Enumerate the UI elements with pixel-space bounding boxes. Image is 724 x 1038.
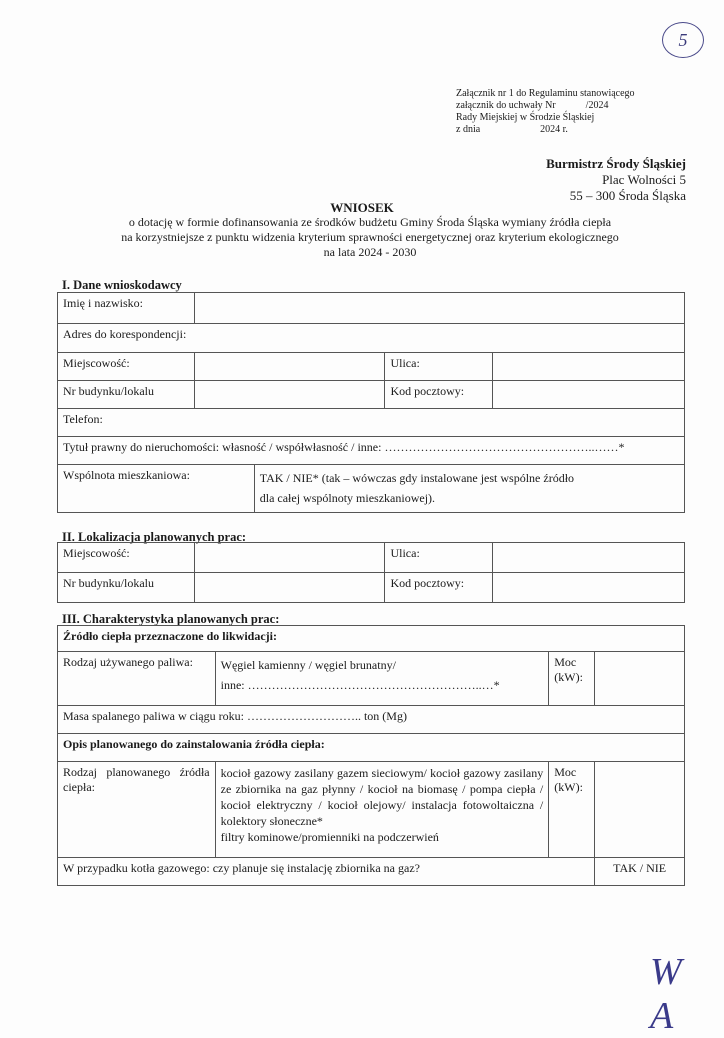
locality-field[interactable] <box>194 353 385 381</box>
addressee-city: 55 – 300 Środa Śląska <box>569 188 686 203</box>
works-location-table <box>57 542 685 603</box>
attachment-line-3: Rady Miejskiej w Środzie Śląskiej <box>456 112 595 123</box>
community-label: Wspólnota mieszkaniowa: <box>58 465 255 513</box>
subtitle-line-1: o dotację w formie dofinansowania ze środków budżetu Gminy Środa Śląska wymiany źródła ciepła <box>128 215 612 229</box>
section-3-heading: III. Charakterystyka planowanych prac: <box>62 612 280 626</box>
works-street-label: Ulica: <box>385 543 493 573</box>
section-2-heading: II. Lokalizacja planowanych prac: <box>62 530 247 544</box>
fuel-type-line-1: Węgiel kamienny / węgiel brunatny/ <box>220 658 396 672</box>
new-source-type-options: kocioł gazowy zasilany gazem sieciowym/ kocioł gazowy zasilany ze zbiornika na gaz płynny / kocioł na biomasę / pompa ciepła / kocioł elektryczny / kocioł olejowy/ instalacja fotowoltaiczna / kolektory słoneczne* <box>220 766 544 828</box>
new-power-field[interactable] <box>595 762 685 858</box>
works-street-field[interactable] <box>493 543 685 573</box>
phone-label: Telefon: <box>63 412 103 426</box>
works-postcode-field[interactable] <box>493 573 685 603</box>
postcode-field[interactable] <box>493 381 685 409</box>
subtitle-line-2: na korzystniejsze z punktu widzenia kryterium sprawności energetycznej oraz kryterium ekologicznego <box>121 230 619 244</box>
page-number-stamp <box>662 22 704 58</box>
works-postcode-label: Kod pocztowy: <box>385 573 493 603</box>
building-field[interactable] <box>194 381 385 409</box>
addressee <box>546 156 686 204</box>
works-locality-field[interactable] <box>194 543 385 573</box>
building-label: Nr budynku/lokalu <box>58 381 195 409</box>
section-1-heading: I. Dane wnioskodawcy <box>62 278 182 292</box>
addressee-name: Burmistrz Środy Śląskiej <box>546 156 686 171</box>
handwritten-initials <box>650 950 724 1038</box>
old-power-label-line-1: Moc <box>554 655 577 669</box>
new-source-type-field[interactable] <box>215 762 549 858</box>
community-choice-line-2: dla całej wspólnoty mieszkaniowej). <box>259 491 436 505</box>
document-title: WNIOSEK <box>330 200 394 215</box>
new-source-type-options-2: filtry kominowe/promienniki na podczerwień <box>220 830 439 844</box>
fuel-type-label: Rodzaj używanego paliwa: <box>58 652 216 706</box>
gas-tank-question: W przypadku kotła gazowego: czy planuje się instalację zbiornika na gaz? <box>58 858 595 886</box>
street-label: Ulica: <box>385 353 493 381</box>
old-power-field[interactable] <box>595 652 685 706</box>
postcode-label: Kod pocztowy: <box>385 381 493 409</box>
phone-field[interactable] <box>58 409 685 437</box>
works-building-field[interactable] <box>194 573 385 603</box>
street-field[interactable] <box>493 353 685 381</box>
old-source-heading: Źródło ciepła przeznaczone do likwidacji: <box>58 626 685 652</box>
old-power-label-line-2: (kW): <box>554 670 583 684</box>
correspondence-address-label: Adres do korespondencji: <box>63 327 187 341</box>
subtitle-line-3: na lata 2024 - 2030 <box>323 245 417 259</box>
applicant-data-table <box>57 292 685 513</box>
attachment-line-2: załącznik do uchwały Nr /2024 <box>456 100 609 111</box>
legal-title-label: Tytuł prawny do nieruchomości: własność / współwłasność / inne: ……………………………………………..……* <box>63 440 625 454</box>
correspondence-address-field[interactable] <box>58 324 685 353</box>
works-characteristics-table <box>57 625 685 886</box>
initials-text: W A <box>650 951 686 1037</box>
attachment-line-1: Załącznik nr 1 do Regulaminu stanowiącego <box>456 88 635 99</box>
applicant-name-label: Imię i nazwisko: <box>58 293 195 324</box>
addressee-street: Plac Wolności 5 <box>602 172 686 187</box>
gas-tank-answer[interactable]: TAK / NIE <box>595 858 685 886</box>
document-subtitle <box>60 215 680 260</box>
legal-title-field[interactable] <box>58 437 685 465</box>
fuel-type-line-2: inne: …………………………………………………..…* <box>220 678 500 692</box>
fuel-mass-field[interactable] <box>58 706 685 734</box>
works-locality-label: Miejscowość: <box>58 543 195 573</box>
new-power-label-line-2: (kW): <box>554 780 583 794</box>
works-building-label: Nr budynku/lokalu <box>58 573 195 603</box>
applicant-name-field[interactable] <box>194 293 684 324</box>
community-choice-line-1: TAK / NIE* (tak – wówczas gdy instalowane jest wspólne źródło <box>259 471 575 485</box>
community-choice[interactable] <box>254 465 684 513</box>
new-power-label <box>549 762 595 858</box>
fuel-mass-label: Masa spalanego paliwa w ciągu roku: ……………………….. ton (Mg) <box>63 709 407 723</box>
new-source-heading: Opis planowanego do zainstalowania źródła ciepła: <box>58 734 685 762</box>
locality-label: Miejscowość: <box>58 353 195 381</box>
stamp-number: 5 <box>678 30 688 50</box>
fuel-type-field[interactable] <box>215 652 549 706</box>
attachment-note <box>456 88 635 136</box>
attachment-line-4: z dnia 2024 r. <box>456 124 568 135</box>
new-source-type-label: Rodzaj planowanego źródła ciepła: <box>58 762 216 858</box>
new-power-label-line-1: Moc <box>554 765 577 779</box>
old-power-label <box>549 652 595 706</box>
